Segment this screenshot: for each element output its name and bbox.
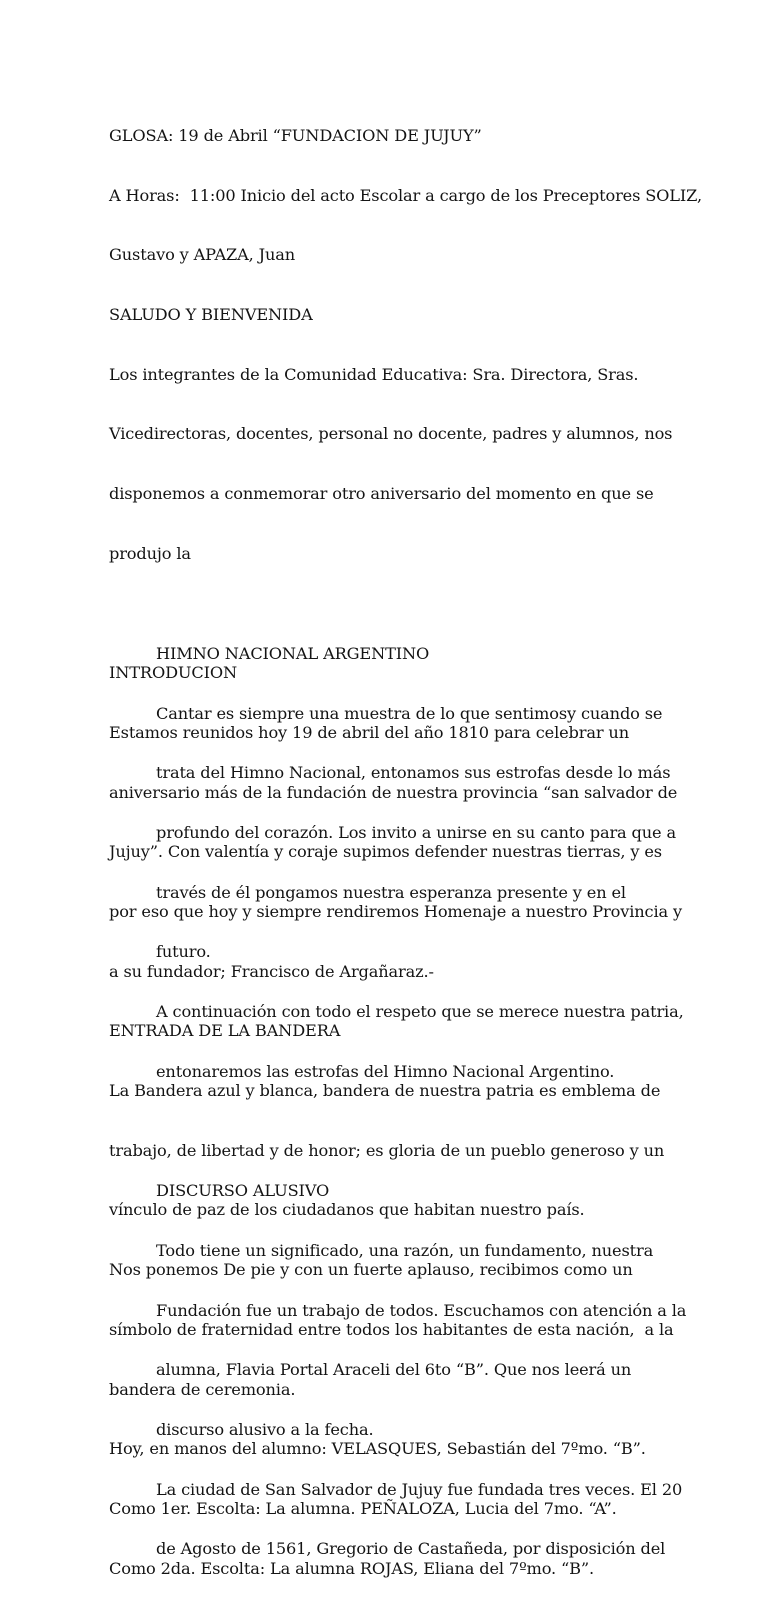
blank-line	[156, 1121, 686, 1141]
heading-discurso: DISCURSO ALUSIVO	[156, 1181, 330, 1201]
paragraph-line: Nos ponemos De pie y con un fuerte aplauso, recibimos como un	[109, 1260, 633, 1280]
paragraph-line: La Bandera azul y blanca, bandera de nuestra patria es emblema de	[109, 1081, 661, 1101]
paragraph-line: Jujuy”. Con valentía y coraje supimos defender nuestras tierras, y es	[109, 842, 662, 862]
heading-himno: HIMNO NACIONAL ARGENTINO	[156, 643, 430, 663]
escort-line: Como 2da. Escolta: La alumna ROJAS, Eliana del 7ºmo. “B”.	[109, 1558, 595, 1578]
paragraph-line: profundo del corazón. Los invito a unirse en su canto para que a	[156, 822, 676, 842]
schedule-line: A Horas: 11:00 Inicio del acto Escolar a cargo de los Preceptores SOLIZ,	[109, 185, 702, 205]
paragraph-line: trata del Himno Nacional, entonamos sus estrofas desde lo más	[156, 763, 671, 783]
escort-line: Como 1er. Escolta: La alumna. PEÑALOZA, Lucia del 7mo. “A”.	[109, 1498, 617, 1518]
paragraph-line: Todo tiene un significado, una razón, un fundamento, nuestra	[156, 1240, 654, 1260]
paragraph-line: discurso alusivo a la fecha.	[156, 1419, 374, 1439]
paragraph-line: futuro.	[156, 942, 211, 962]
paragraph-line: por eso que hoy y siempre rendiremos Homenaje a nuestro Provincia y	[109, 901, 682, 921]
heading-entrada-bandera: ENTRADA DE LA BANDERA	[109, 1021, 341, 1041]
flag-bearer-line: Hoy, en manos del alumno: VELASQUES, Sebastián del 7ºmo. “B”.	[109, 1439, 646, 1459]
paragraph-line: de Agosto de 1561, Gregorio de Castañeda, por disposición del	[156, 1539, 666, 1559]
paragraph-line: vínculo de paz de los ciudadanos que habitan nuestro país.	[109, 1200, 585, 1220]
indented-section	[156, 604, 686, 1599]
paragraph-line: símbolo de fraternidad entre todos los habitantes de esta nación, a la	[109, 1319, 674, 1339]
paragraph-line: Cantar es siempre una muestra de lo que sentimosy cuando se	[156, 703, 663, 723]
paragraph-line: disponemos a conmemorar otro aniversario del momento en que se	[109, 484, 654, 504]
paragraph-line: Vicedirectoras, docentes, personal no docente, padres y alumnos, nos	[109, 424, 673, 444]
paragraph-line: aniversario más de la fundación de nuestra provincia “san salvador de	[109, 782, 678, 802]
paragraph-line: produjo la	[109, 543, 191, 563]
glosa-title: GLOSA: 19 de Abril “FUNDACION DE JUJUY”	[109, 125, 482, 145]
paragraph-line: través de él pongamos nuestra esperanza presente y en el	[156, 882, 626, 902]
paragraph-line: alumna, Flavia Portal Araceli del 6to “B”. Que nos leerá un	[156, 1360, 632, 1380]
heading-introducion: INTRODUCION	[109, 663, 238, 683]
paragraph-line: entonaremos las estrofas del Himno Nacional Argentino.	[156, 1061, 615, 1081]
paragraph-line: trabajo, de libertad y de honor; es gloria de un pueblo generoso y un	[109, 1140, 665, 1160]
paragraph-line: La ciudad de San Salvador de Jujuy fue fundada tres veces. El 20	[156, 1479, 683, 1499]
paragraph-line: Los integrantes de la Comunidad Educativa: Sra. Directora, Sras.	[109, 364, 639, 384]
paragraph-line: A continuación con todo el respeto que se merece nuestra patria,	[156, 1002, 684, 1022]
paragraph-line: Estamos reunidos hoy 19 de abril del año 1810 para celebrar un	[109, 722, 629, 742]
schedule-line: Gustavo y APAZA, Juan	[109, 245, 296, 265]
paragraph-line: Fundación fue un trabajo de todos. Escuchamos con atención a la	[156, 1300, 687, 1320]
paragraph-line: a su fundador; Francisco de Argañaraz.-	[109, 961, 434, 981]
heading-saludo: SALUDO Y BIENVENIDA	[109, 304, 313, 324]
paragraph-line: bandera de ceremonia.	[109, 1379, 296, 1399]
